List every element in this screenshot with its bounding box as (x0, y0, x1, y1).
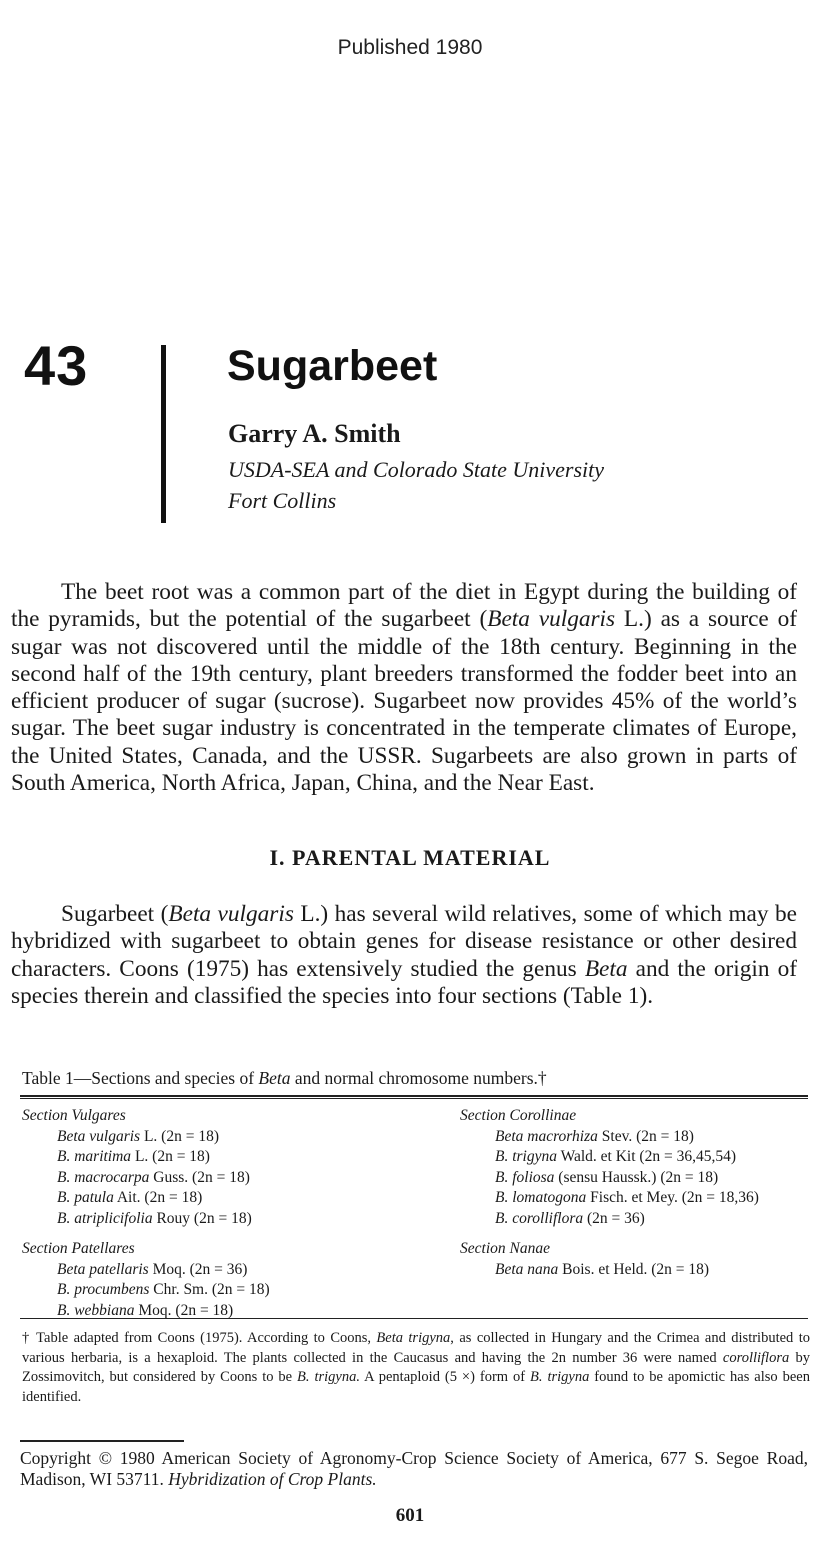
italic-term: Beta vulgaris (168, 901, 294, 927)
text-run: Ait. (2n = 18) (113, 1189, 203, 1206)
chapter-title: Sugarbeet (227, 342, 438, 390)
italic-term: Beta patellaris (57, 1260, 149, 1278)
parental-material-paragraph (11, 901, 797, 1010)
italic-term: B. patula (57, 1189, 114, 1206)
chapter-divider (161, 345, 166, 523)
text-run: by Zossimovitch, but considered by Coons to be (22, 1349, 810, 1385)
italic-term: Beta (258, 1068, 291, 1088)
table-species-entry (460, 1188, 810, 1209)
text-run: Moq. (2n = 18) (134, 1301, 234, 1319)
italic-term: B. maritima (57, 1148, 132, 1165)
text-run: Copyright © 1980 American Society of Agronomy-Crop Science Society of America, 677 S. Segoe Road, Madison, WI 53711. (20, 1448, 808, 1489)
section-gap (460, 1229, 810, 1239)
table-species-entry (22, 1280, 442, 1301)
italic-term: Hybridization of Crop Plants. (168, 1469, 377, 1489)
text-run: Sugarbeet ( (61, 901, 169, 927)
italic-term: B. lomatogona (495, 1189, 587, 1206)
table-section-name: Section Patellares (22, 1240, 135, 1257)
table-caption (22, 1068, 547, 1089)
text-run: and the origin of species therein and classified the species into four sections (Table 1). (11, 955, 797, 1009)
table-species-entry (460, 1260, 810, 1281)
section-gap (22, 1229, 442, 1239)
text-run: Table 1—Sections and species of (22, 1068, 259, 1088)
italic-term: B. trigyna (495, 1148, 557, 1165)
italic-term: Beta vulgaris (487, 606, 616, 633)
table-species-entry (22, 1168, 442, 1189)
table-right-column (460, 1106, 810, 1280)
italic-term: B. foliosa (495, 1168, 555, 1186)
text-run: Bois. et Held. (2n = 18) (558, 1260, 710, 1278)
table-species-entry (460, 1168, 810, 1189)
table-species-entry (22, 1147, 442, 1168)
italic-term: Beta trigyna (376, 1330, 451, 1346)
copyright-notice (20, 1448, 808, 1490)
italic-term: Beta vulgaris (57, 1127, 141, 1145)
table-top-rule (20, 1095, 808, 1097)
chapter-number: 43 (24, 334, 89, 397)
italic-term: B. macrocarpa (57, 1168, 150, 1186)
table-species-entry (22, 1188, 442, 1209)
table-species-entry (22, 1209, 442, 1230)
table-top-rule-inner (20, 1098, 808, 1099)
italic-term: corolliflora (722, 1349, 790, 1366)
table-species-entry (22, 1127, 442, 1148)
table-footnote (22, 1329, 810, 1407)
text-run: and normal chromosome numbers.† (290, 1068, 547, 1088)
text-run: Wald. et Kit (2n = 36,45,54) (557, 1148, 736, 1165)
text-run: Fisch. et Mey. (2n = 18,36) (586, 1189, 759, 1206)
text-run: found to be apomictic has also been identified. (22, 1369, 810, 1405)
table-species-entry (22, 1260, 442, 1281)
published-note: Published 1980 (337, 36, 483, 59)
text-run: (2n = 36) (583, 1209, 645, 1227)
text-run: L. (2n = 18) (140, 1127, 220, 1145)
text-run: L.) as a source of sugar was not discovered until the middle of the 18th century. Beginning in the second half of the 19th century, plant breeders transformed the fodder beet into an efficient producer of sugar (sucrose). Sugarbeet now provides 45% of the world’s sugar. The beet sugar industry is concentrated in the temperate climates of Europe, the United States, Canada, and the USSR. Sugarbeets are also grown in parts of South America, North Africa, Japan, China, and the Near East. (11, 606, 797, 797)
author-affiliation: USDA-SEA and Colorado State University (228, 457, 604, 482)
text-run: Guss. (2n = 18) (149, 1168, 250, 1186)
table-species-entry (460, 1209, 810, 1230)
italic-term: Beta macrorhiza (495, 1127, 598, 1145)
text-run: (sensu Haussk.) (2n = 18) (554, 1168, 719, 1186)
italic-term: Beta nana (495, 1260, 559, 1278)
italic-term: B. webbiana (57, 1301, 135, 1319)
table-species-entry (460, 1127, 810, 1148)
intro-paragraph (11, 579, 797, 797)
table-left-column (22, 1106, 442, 1321)
text-run: Rouy (2n = 18) (152, 1209, 252, 1227)
text-run: Moq. (2n = 36) (148, 1260, 248, 1278)
table-section-name: Section Nanae (460, 1240, 550, 1257)
footer-rule (20, 1440, 184, 1442)
text-run: Chr. Sm. (2n = 18) (149, 1281, 270, 1298)
italic-term: B. trigyna (530, 1369, 590, 1385)
italic-term: B. procumbens (57, 1281, 150, 1298)
text-run: A pentaploid (5 ×) form of (359, 1369, 531, 1385)
italic-term: B. atriplicifolia (57, 1209, 153, 1227)
table-section-name: Section Corollinae (460, 1107, 577, 1124)
text-run: L. (2n = 18) (131, 1148, 210, 1165)
author-location: Fort Collins (228, 488, 337, 513)
text-run: L.) has several wild relatives, some of which may be hybridized with sugarbeet to obtain genes for disease resistance or other desired characters. Coons (1975) has extensively studied the genus (11, 901, 797, 982)
text-run: The beet root was a common part of the diet in Egypt during the building of the pyramids, but the potential of the sugarbeet ( (11, 579, 797, 633)
table-section-name: Section Vulgares (22, 1107, 126, 1124)
text-run: Stev. (2n = 18) (597, 1127, 694, 1145)
italic-term: B. corolliflora (495, 1209, 584, 1227)
author-name: Garry A. Smith (228, 419, 401, 448)
table-species-entry (460, 1147, 810, 1168)
page-number: 601 (395, 1505, 425, 1526)
text-run: † Table adapted from Coons (1975). According to Coons, (22, 1330, 377, 1346)
text-run: , as collected in Hungary and the Crimea and distributed to various herbaria, is a hexaploid. The plants collected in the Caucasus and having the 2n number 36 were named (22, 1330, 810, 1366)
italic-term: B. trigyna. (297, 1369, 360, 1385)
italic-term: Beta (584, 955, 628, 982)
table-bottom-rule (20, 1318, 808, 1319)
section-heading: I. PARENTAL MATERIAL (269, 845, 551, 870)
